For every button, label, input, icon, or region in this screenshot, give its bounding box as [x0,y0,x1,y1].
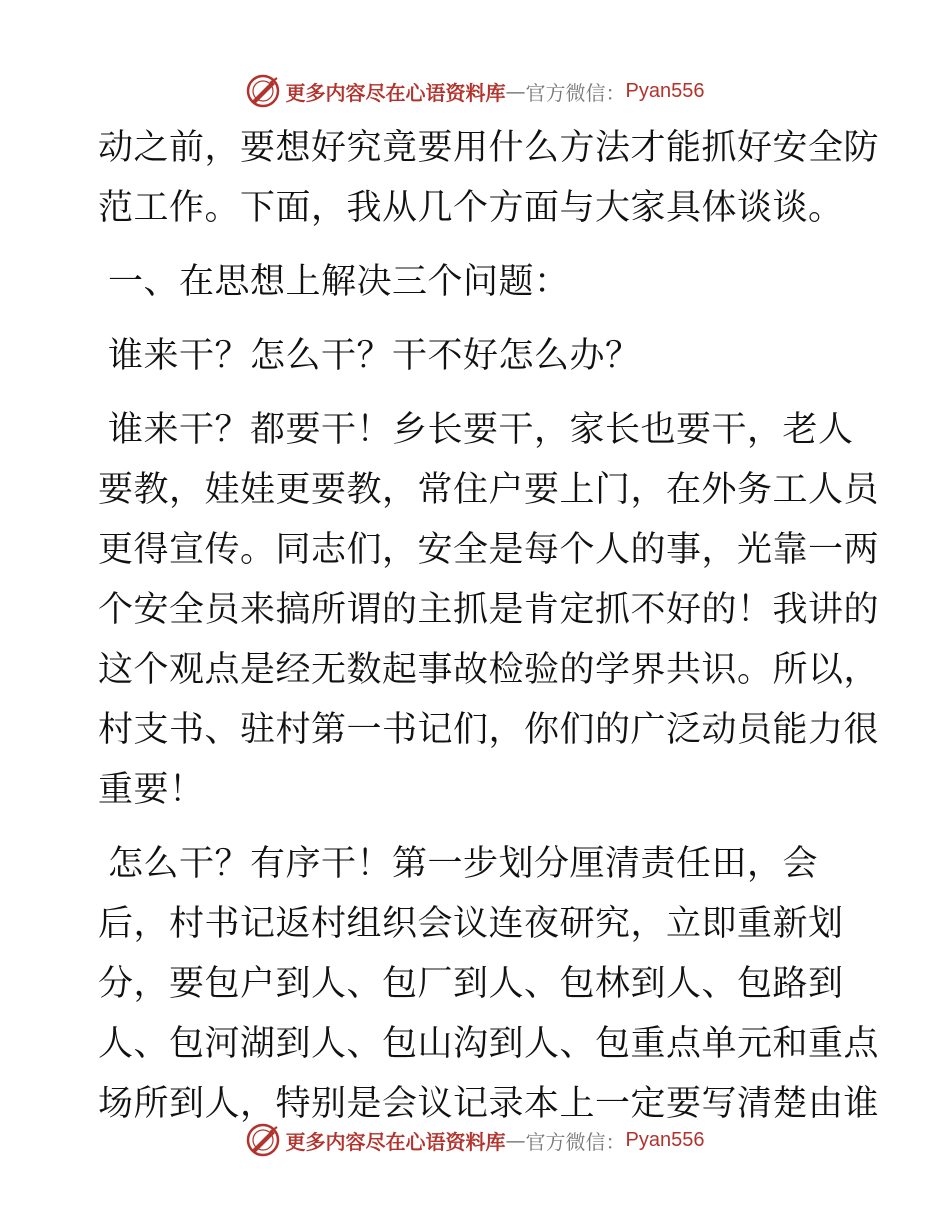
section-heading [98,252,853,312]
text-line: 村支书、驻村第一书记们，你们的广泛动员能力很 [98,710,880,750]
watermark-text [286,1126,705,1155]
text-line: 要教，娃娃更要教，常住户要上门，在外务工人员 [98,470,880,510]
paragraph [98,326,853,386]
text-line: 人、包河湖到人、包山沟到人、包重点单元和重点 [98,1024,880,1064]
text-line: 个安全员来搞所谓的主抓是肯定抓不好的！我讲的 [98,590,880,630]
text-line: 这个观点是经无数起事故检验的学界共识。所以， [98,650,880,690]
watermark-brand: 更多内容尽在心语资料库 [285,1129,506,1154]
text-line: 谁来干？怎么干？干不好怎么办？ [108,336,641,376]
header-watermark [0,71,950,111]
watermark-text [286,77,705,106]
text-line: 后，村书记返村组织会议连夜研究，立即重新划 [98,904,844,944]
watermark-separator: — [505,1128,526,1152]
brand-logo-icon [246,1123,280,1157]
text-line: 动之前，要想好究竟要用什么方法才能抓好安全防 [98,128,880,168]
text-line: 一、在思想上解决三个问题： [108,262,570,302]
text-line: 怎么干？有序干！第一步划分厘清责任田，会 [108,844,819,884]
watermark-brand: 更多内容尽在心语资料库 [285,80,506,105]
watermark-separator: — [505,79,526,103]
paragraph [98,400,880,820]
text-line: 更得宣传。同志们，安全是每个人的事，光靠一两 [98,530,880,570]
document-body [98,118,880,1134]
footer-watermark [0,1120,950,1160]
text-line: 场所到人，特别是会议记录本上一定要写清楚由谁 [98,1084,880,1124]
text-line: 重要！ [98,770,205,810]
text-line: 分，要包户到人、包厂到人、包林到人、包路到 [98,964,844,1004]
text-line: 谁来干？都要干！乡长要干，家长也要干，老人 [108,410,854,450]
paragraph [98,834,880,1134]
watermark-contact-id: Pyan556 [625,1128,705,1151]
watermark-contact-id: Pyan556 [625,79,705,102]
text-line: 范工作。下面，我从几个方面与大家具体谈谈。 [98,188,844,228]
watermark-contact-label: 官方微信： [525,80,626,105]
brand-logo-icon [246,74,280,108]
watermark-contact-label: 官方微信： [525,1129,626,1154]
paragraph [98,118,880,238]
